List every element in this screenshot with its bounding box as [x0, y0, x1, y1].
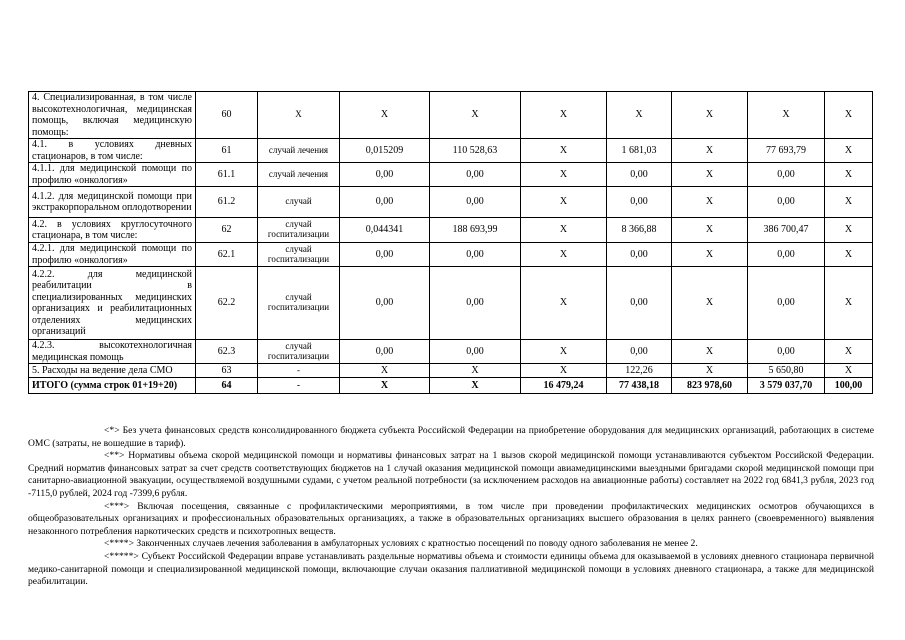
table-cell: случай лечения — [258, 163, 340, 187]
table-row — [29, 340, 873, 364]
table-cell: 0,00 — [607, 243, 672, 267]
table-cell: 0,00 — [748, 340, 825, 364]
table-cell: X — [672, 267, 748, 340]
table-cell: X — [430, 364, 521, 378]
table-cell: 3 579 037,70 — [748, 378, 825, 394]
table-cell: 4.1.2. для медицинской помощи при экстракорпоральном оплодотворении — [29, 187, 196, 218]
table-cell: 0,00 — [340, 340, 430, 364]
table-cell: 0,00 — [748, 163, 825, 187]
table-cell: X — [521, 267, 607, 340]
table-cell: - — [258, 378, 340, 394]
table-cell: 0,00 — [430, 187, 521, 218]
table-row — [29, 187, 873, 218]
table-cell: X — [672, 92, 748, 139]
table-cell: 0,00 — [430, 340, 521, 364]
table-row — [29, 243, 873, 267]
footnote: <*> Без учета финансовых средств консолидированного бюджета субъекта Российской Федерации на приобретение оборудования для медицинских организаций, работающих в системе ОМС (затраты, не вошедшие в тариф). — [28, 425, 874, 449]
table-cell: 100,00 — [825, 378, 873, 394]
table-cell: случай госпитализации — [258, 218, 340, 243]
table-cell: X — [825, 187, 873, 218]
table-cell: 0,00 — [340, 187, 430, 218]
table-cell: 4.1.1. для медицинской помощи по профилю «онкология» — [29, 163, 196, 187]
table-cell: 5 650,80 — [748, 364, 825, 378]
table-cell: X — [521, 364, 607, 378]
table-cell: 0,00 — [607, 267, 672, 340]
table-cell: 0,00 — [340, 243, 430, 267]
table-cell: случай госпитализации — [258, 243, 340, 267]
table-cell: X — [430, 378, 521, 394]
table-cell: X — [672, 163, 748, 187]
table-cell: 64 — [196, 378, 258, 394]
table-cell: ИТОГО (сумма строк 01+19+20) — [29, 378, 196, 394]
footnotes — [28, 425, 874, 589]
table-cell: X — [672, 187, 748, 218]
table-cell: 0,00 — [340, 267, 430, 340]
table-cell: X — [521, 139, 607, 163]
table-row — [29, 139, 873, 163]
table-cell: 61.1 — [196, 163, 258, 187]
table-cell: 110 528,63 — [430, 139, 521, 163]
table-cell: X — [521, 218, 607, 243]
table-cell: 0,00 — [430, 243, 521, 267]
table-cell: 62.1 — [196, 243, 258, 267]
table-cell: 823 978,60 — [672, 378, 748, 394]
table-cell: X — [340, 364, 430, 378]
table-row — [29, 364, 873, 378]
table-cell: 386 700,47 — [748, 218, 825, 243]
table-cell: 4.2. в условиях круглосуточного стационара, в том числе: — [29, 218, 196, 243]
table-cell: X — [825, 243, 873, 267]
table-cell: X — [672, 139, 748, 163]
table-cell: X — [748, 92, 825, 139]
table-cell: 0,015209 — [340, 139, 430, 163]
table-cell: X — [825, 267, 873, 340]
table-cell: X — [825, 92, 873, 139]
table-cell: 4.2.2. для медицинской реабилитации в специализированных медицинских организациях и реабилитационных отделениях медицинских организаций — [29, 267, 196, 340]
table-cell: X — [825, 163, 873, 187]
table-cell: случай госпитализации — [258, 340, 340, 364]
footnote: <****> Законченных случаев лечения заболевания в амбулаторных условиях с кратностью посещений по поводу одного заболевания не менее 2. — [104, 538, 698, 550]
table-cell: 77 693,79 — [748, 139, 825, 163]
table-cell: 0,00 — [607, 187, 672, 218]
table-cell: 0,044341 — [340, 218, 430, 243]
table-cell: X — [825, 340, 873, 364]
table-cell: 61 — [196, 139, 258, 163]
table-cell: X — [825, 364, 873, 378]
table-cell: 5. Расходы на ведение дела СМО — [29, 364, 196, 378]
total-row — [29, 378, 873, 394]
table-cell: случай госпитализации — [258, 267, 340, 340]
table-cell: X — [521, 92, 607, 139]
table-cell: 188 693,99 — [430, 218, 521, 243]
table-cell: 4. Специализированная, в том числе высокотехнологичная, медицинская помощь, включая медицинскую помощь: — [29, 92, 196, 139]
table-cell: 0,00 — [607, 340, 672, 364]
table-cell: X — [672, 218, 748, 243]
table-cell: X — [672, 340, 748, 364]
table-cell: X — [430, 92, 521, 139]
table-row — [29, 92, 873, 139]
table-row — [29, 267, 873, 340]
table-cell: 1 681,03 — [607, 139, 672, 163]
footnote: <***> Включая посещения, связанные с профилактическими мероприятиями, в том числе при проведении профилактических медицинских осмотров обучающихся в общеобразовательных организациях и профессиональных образовательных организациях, а также в образовательных организациях высшего образования в целях раннего (своевременного) выявления незаконного потребления наркотических средств и психотропных веществ. — [28, 500, 874, 537]
table-cell: 77 438,18 — [607, 378, 672, 394]
table-cell: X — [672, 243, 748, 267]
table-cell: 4.2.1. для медицинской помощи по профилю «онкология» — [29, 243, 196, 267]
table-cell: 62.3 — [196, 340, 258, 364]
table-cell: X — [607, 92, 672, 139]
table-cell: 62 — [196, 218, 258, 243]
footnote: <**> Нормативы объема скорой медицинской помощи и нормативы финансовых затрат на 1 вызов скорой медицинской помощи устанавливаются субъектом Российской Федерации. Средний норматив финансовых затрат за счет средств соответствующих бюджетов на 1 случай оказания медицинской помощи авиамедицинскими выездными бригадами скорой медицинской помощи при санитарно-авиационной эвакуации, осуществляемой воздушными судами, с учетом реальной потребности (за исключением расходов на авиационные работы) составляет на 2022 год 6841,3 рубля, 2023 год -7115,0 рублей, 2024 год -7399,6 рубля. — [28, 450, 874, 499]
table-cell: X — [340, 378, 430, 394]
table-cell: X — [521, 340, 607, 364]
table-cell: 60 — [196, 92, 258, 139]
table-cell: X — [825, 139, 873, 163]
table-cell: 0,00 — [748, 243, 825, 267]
table-cell: 62.2 — [196, 267, 258, 340]
table-cell: X — [340, 92, 430, 139]
table-cell: 122,26 — [607, 364, 672, 378]
table-cell: X — [521, 243, 607, 267]
table-cell: 8 366,88 — [607, 218, 672, 243]
table-cell: 0,00 — [748, 267, 825, 340]
table-cell: 0,00 — [430, 163, 521, 187]
table-cell: 0,00 — [340, 163, 430, 187]
table-row — [29, 218, 873, 243]
footnote: <*****> Субъект Российской Федерации вправе устанавливать раздельные нормативы объема и стоимости единицы объема для оказываемой в условиях дневного стационара первичной медико-санитарной помощи и специализированной медицинской помощи, включающие случаи оказания паллиативной медицинской помощи в условиях дневного стационара, а также для медицинской реабилитации. — [28, 550, 874, 588]
table-cell: 63 — [196, 364, 258, 378]
table-cell: X — [672, 364, 748, 378]
table-cell: случай лечения — [258, 139, 340, 163]
table-cell: 16 479,24 — [521, 378, 607, 394]
table-cell: 0,00 — [607, 163, 672, 187]
table-row — [29, 163, 873, 187]
table-cell: 4.2.3. высокотехнологичная медицинская помощь — [29, 340, 196, 364]
financing-table — [28, 91, 873, 394]
table-cell: X — [258, 92, 340, 139]
table-cell: 61.2 — [196, 187, 258, 218]
table-cell: 0,00 — [748, 187, 825, 218]
table-cell: 0,00 — [430, 267, 521, 340]
table-cell: случай — [258, 187, 340, 218]
table-cell: X — [521, 163, 607, 187]
table-cell: - — [258, 364, 340, 378]
table-cell: X — [521, 187, 607, 218]
table-cell: 4.1. в условиях дневных стационаров, в том числе: — [29, 139, 196, 163]
table-cell: X — [825, 218, 873, 243]
